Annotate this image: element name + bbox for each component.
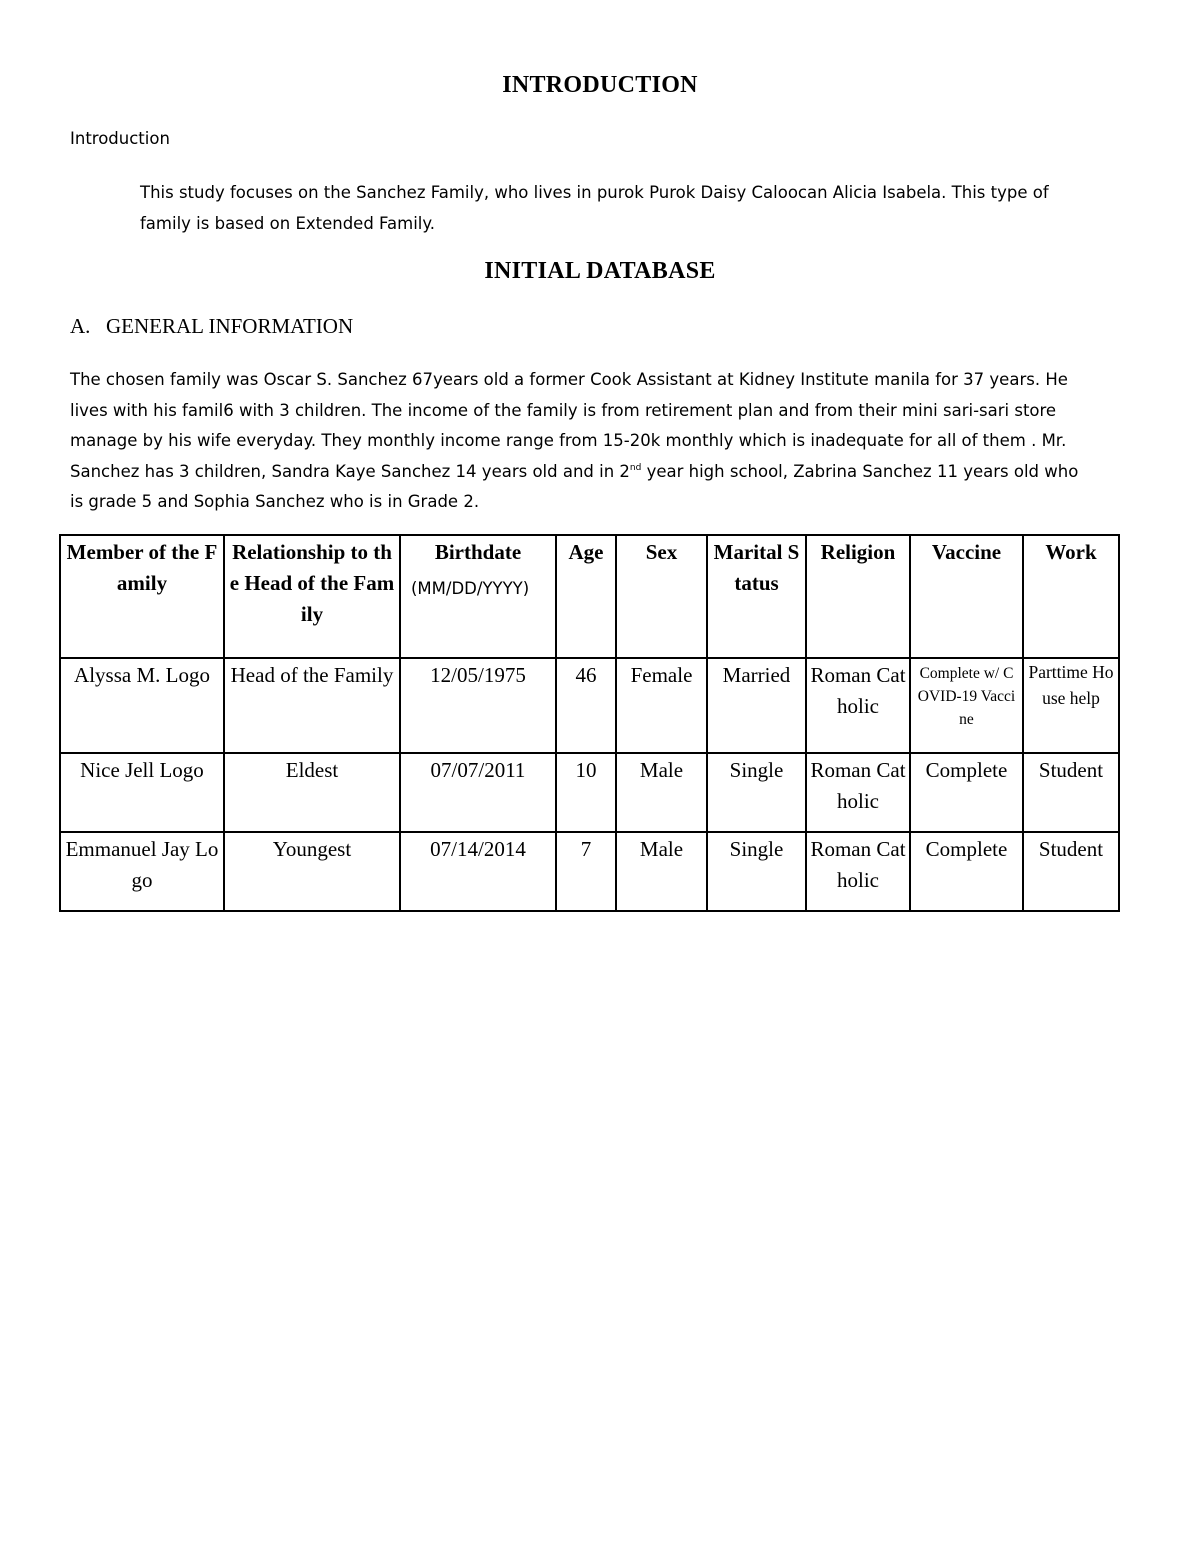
header-relationship: Relationship to the Head of the Family [224, 535, 400, 658]
cell-marital-status: Single [707, 832, 806, 911]
cell-religion: Roman Catholic [806, 753, 910, 832]
cell-member: Alyssa M. Logo [60, 658, 224, 753]
cell-sex: Female [616, 658, 707, 753]
table-row [60, 832, 1119, 911]
cell-relationship: Eldest [224, 753, 400, 832]
cell-work: Student [1023, 832, 1119, 911]
cell-birthdate: 07/14/2014 [400, 832, 556, 911]
paragraph-text: year high school, Zabrina Sanchez 11 years old who [641, 461, 1079, 481]
header-sex: Sex [616, 535, 707, 658]
paragraph-line: manage by his wife everyday. They monthly income range from 15-20k monthly which is inadequate for all of them . Mr. [70, 431, 1067, 450]
header-birthdate-label: Birthdate [434, 540, 522, 564]
paragraph-line: The chosen family was Oscar S. Sanchez 67years old a former Cook Assistant at Kidney Institute manila for 37 years. He [70, 370, 1068, 389]
paragraph-line [70, 457, 1135, 488]
header-marital-status: Marital Status [707, 535, 806, 658]
cell-religion: Roman Catholic [806, 658, 910, 753]
page-title: INTRODUCTION [502, 72, 698, 98]
ordinal-superscript: nd [629, 462, 642, 473]
cell-sex: Male [616, 753, 707, 832]
family-members-table [59, 534, 1120, 912]
intro-paragraph-line: This study focuses on the Sanchez Family, who lives in purok Purok Daisy Caloocan Alicia Isabela. This type of [140, 183, 1049, 202]
cell-religion: Roman Catholic [806, 832, 910, 911]
table-row [60, 658, 1119, 753]
cell-birthdate: 07/07/2011 [400, 753, 556, 832]
cell-vaccine: Complete [910, 832, 1023, 911]
paragraph-text: Sanchez has 3 children, Sandra Kaye Sanchez 14 years old and in 2 [70, 461, 630, 481]
cell-age: 46 [556, 658, 616, 753]
cell-work: Student [1023, 753, 1119, 832]
table-header-row [60, 535, 1119, 658]
cell-birthdate: 12/05/1975 [400, 658, 556, 753]
intro-paragraph-line: family is based on Extended Family. [140, 213, 436, 233]
intro-paragraph [140, 178, 1100, 239]
cell-relationship: Head of the Family [224, 658, 400, 753]
header-birthdate [400, 535, 556, 658]
cell-vaccine: Complete [910, 753, 1023, 832]
header-vaccine: Vaccine [910, 535, 1023, 658]
subsection-title: GENERAL INFORMATION [106, 314, 354, 338]
section-title: INITIAL DATABASE [484, 258, 716, 284]
paragraph-line: is grade 5 and Sophia Sanchez who is in Grade 2. [70, 492, 480, 511]
cell-sex: Male [616, 832, 707, 911]
header-birthdate-format: (MM/DD/YYYY) [411, 579, 530, 598]
paragraph-line: lives with his famil6 with 3 children. The income of the family is from retirement plan and from their mini sari-sari store [70, 400, 1057, 420]
cell-marital-status: Married [707, 658, 806, 753]
header-work: Work [1023, 535, 1119, 658]
cell-vaccine: Complete w/ COVID-19 Vaccine [910, 658, 1023, 753]
header-age: Age [556, 535, 616, 658]
cell-work: Parttime House help [1023, 658, 1119, 753]
general-information-paragraph [70, 365, 1135, 518]
cell-relationship: Youngest [224, 832, 400, 911]
cell-member: Emmanuel Jay Logo [60, 832, 224, 911]
intro-label: Introduction [70, 129, 170, 148]
header-religion: Religion [806, 535, 910, 658]
cell-member: Nice Jell Logo [60, 753, 224, 832]
header-member: Member of the Family [60, 535, 224, 658]
subsection-heading [70, 314, 353, 339]
subsection-letter: A. [70, 314, 91, 338]
cell-age: 7 [556, 832, 616, 911]
table-row [60, 753, 1119, 832]
cell-age: 10 [556, 753, 616, 832]
cell-marital-status: Single [707, 753, 806, 832]
